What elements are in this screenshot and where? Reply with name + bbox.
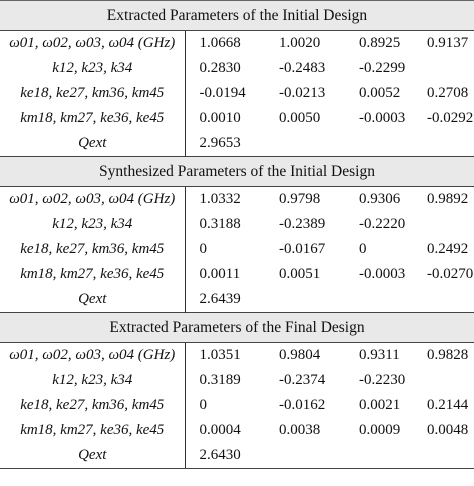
table-cell: -0.2389	[279, 216, 326, 232]
table-cell: 0	[359, 241, 367, 257]
section-header	[0, 157, 474, 187]
table-cell: 0	[199, 397, 207, 413]
table-cell: 1.0668	[199, 35, 241, 51]
table-cell	[345, 287, 425, 313]
row-label: km18, km27, ke36, ke45	[0, 418, 185, 443]
section-header	[0, 1, 474, 31]
row-label: ke18, ke27, km36, km45	[0, 81, 185, 106]
table-cell: 0.0009	[359, 422, 401, 438]
table-cell: 0.0011	[199, 266, 241, 282]
table-cell: -0.2230	[359, 372, 406, 388]
table-cell	[425, 443, 474, 469]
table-cell: -0.0213	[279, 85, 326, 101]
table-cell	[425, 56, 474, 81]
table-row	[0, 343, 474, 369]
table-cell: 0.9311	[359, 347, 400, 363]
table-cell	[345, 443, 425, 469]
table-cell: 0.9137	[427, 35, 469, 51]
table-cell	[265, 287, 345, 313]
row-label: k12, k23, k34	[0, 368, 185, 393]
table-cell: -0.0194	[199, 85, 246, 101]
row-label: ω01, ω02, ω03, ω04 (GHz)	[0, 187, 185, 213]
table-row	[0, 287, 474, 313]
row-label: km18, km27, ke36, ke45	[0, 106, 185, 131]
table-cell	[265, 443, 345, 469]
row-label: ke18, ke27, km36, km45	[0, 393, 185, 418]
table-cell: -0.0162	[279, 397, 326, 413]
table-cell: -0.0270	[427, 266, 474, 282]
row-label: ω01, ω02, ω03, ω04 (GHz)	[0, 343, 185, 369]
table-cell: -0.0003	[359, 110, 406, 126]
row-label: k12, k23, k34	[0, 212, 185, 237]
table-cell: 0.0004	[199, 422, 241, 438]
section-title: Extracted Parameters of the Final Design	[0, 313, 474, 343]
table-cell: 0.8925	[359, 35, 401, 51]
table-cell: 0.2708	[427, 85, 469, 101]
table-cell	[425, 212, 474, 237]
section-title: Synthesized Parameters of the Initial Design	[0, 157, 474, 187]
table-cell: -0.0003	[359, 266, 406, 282]
table-cell: 0.3188	[199, 216, 241, 232]
table-row	[0, 262, 474, 287]
table-cell: -0.0167	[279, 241, 326, 257]
section-header	[0, 313, 474, 343]
table-cell: 0	[199, 241, 207, 257]
row-label: ke18, ke27, km36, km45	[0, 237, 185, 262]
table-cell: -0.0292	[427, 110, 474, 126]
table-cell: 0.2492	[427, 241, 469, 257]
table-cell: 0.0021	[359, 397, 401, 413]
table-row	[0, 368, 474, 393]
table-row	[0, 237, 474, 262]
table-cell: 2.6439	[199, 291, 241, 307]
table-cell	[425, 131, 474, 157]
row-label: Qext	[0, 287, 185, 313]
table-row	[0, 106, 474, 131]
table-cell: 0.0052	[359, 85, 401, 101]
table-cell: 2.6430	[185, 443, 265, 469]
table-cell: 0.0048	[427, 422, 469, 438]
table-cell	[425, 368, 474, 393]
table-row	[0, 187, 474, 213]
row-label: k12, k23, k34	[0, 56, 185, 81]
table-cell: 1.0332	[199, 191, 241, 207]
table-row	[0, 393, 474, 418]
table-row	[0, 56, 474, 81]
table-cell: -0.2374	[279, 372, 326, 388]
table-row	[0, 212, 474, 237]
table-row	[0, 443, 474, 469]
table-cell	[265, 131, 345, 157]
table-row	[0, 131, 474, 157]
table-cell: 0.0038	[279, 422, 321, 438]
table-cell: 0.2144	[427, 397, 469, 413]
table-cell: 0.0010	[199, 110, 241, 126]
table-cell: 1.0020	[279, 35, 321, 51]
table-cell: 0.2830	[199, 60, 241, 76]
row-label: ω01, ω02, ω03, ω04 (GHz)	[0, 31, 185, 57]
table-row	[0, 81, 474, 106]
table-cell: 0.9804	[279, 347, 321, 363]
table-cell: 0.9828	[427, 347, 469, 363]
row-label: Qext	[0, 131, 185, 157]
table-cell	[425, 287, 474, 313]
section-title: Extracted Parameters of the Initial Design	[0, 1, 474, 31]
table-cell: 0.9798	[279, 191, 321, 207]
table-cell: 0.9892	[427, 191, 469, 207]
table-cell: 0.0050	[279, 110, 321, 126]
row-label: Qext	[0, 443, 185, 469]
table-cell: 0.0051	[279, 266, 321, 282]
table-cell: 0.3189	[199, 372, 241, 388]
table-row	[0, 418, 474, 443]
table-cell: 1.0351	[199, 347, 241, 363]
table-cell: -0.2299	[359, 60, 406, 76]
table-cell: -0.2483	[279, 60, 326, 76]
table-cell: 0.9306	[359, 191, 401, 207]
row-label: km18, km27, ke36, ke45	[0, 262, 185, 287]
table-cell	[345, 131, 425, 157]
table-cell: 2.9653	[199, 135, 241, 151]
table-cell: -0.2220	[359, 216, 406, 232]
table-row	[0, 31, 474, 57]
